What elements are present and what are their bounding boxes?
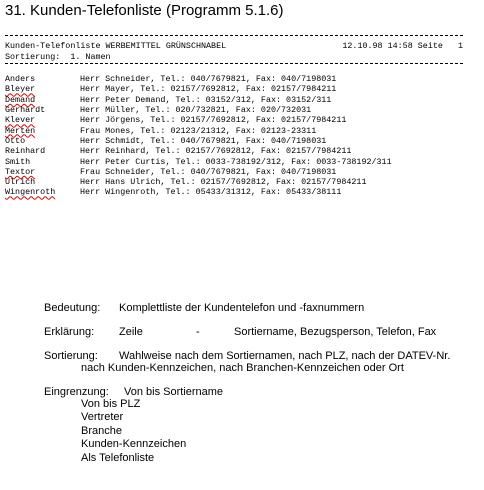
row-name: Merten [5, 125, 36, 136]
row-name: Demand [5, 94, 36, 105]
legend-sortierung [44, 350, 474, 362]
row-name: Wingenroth [5, 187, 56, 198]
row-name: Klever [5, 115, 36, 126]
table-row [5, 157, 463, 167]
table-row [5, 105, 463, 115]
sortierung-text-2: nach Kunden-Kennzeichen, nach Branchen-Kennzeichen oder Ort [81, 362, 404, 374]
row-name: Otto [5, 135, 26, 146]
erklaerung-text: Sortiername, Bezugsperson, Telefon, Fax [234, 326, 437, 338]
table-row [5, 146, 463, 156]
list-item: Branche [81, 424, 122, 437]
row-info: Herr Schneider, Tel.: 040/7679821, Fax: 040/7198031 [80, 74, 337, 85]
legend-section [44, 302, 474, 465]
row-info: Herr Jörgens, Tel.: 02157/7692812, Fax: 02157/7984211 [80, 115, 347, 126]
table-row [5, 136, 463, 146]
page-title: 31. Kunden-Telefonliste (Programm 5.1.6) [5, 2, 284, 19]
table-row [5, 74, 463, 84]
sortierung-label: Sortierung: [44, 350, 98, 362]
row-info: Herr Wingenroth, Tel.: 05433/31312, Fax: 05433/38111 [80, 187, 342, 198]
table-row [5, 126, 463, 136]
row-info: Herr Müller, Tel.: 020/732821, Fax: 020/732031 [80, 105, 312, 116]
row-info: Herr Hans Ulrich, Tel.: 02157/7692812, Fax: 02157/7984211 [80, 177, 367, 188]
row-info: Herr Peter Demand, Tel.: 03152/312, Fax: 03152/311 [80, 94, 332, 105]
row-name: Smith [5, 156, 31, 167]
row-name: Anders [5, 74, 36, 85]
table-row [5, 95, 463, 105]
list-item: Kunden-Kennzeichen [81, 438, 187, 451]
list-item: Vertreter [81, 411, 124, 424]
row-name: Textor [5, 166, 36, 177]
report-sort-line: Sortierung: 1. Namen [5, 51, 111, 62]
row-info: Herr Schmidt, Tel.: 040/7679821, Fax: 040/7198031 [80, 135, 327, 146]
row-info: Herr Peter Curtis, Tel.: 0033-738192/312, Fax: 0033-738192/311 [80, 156, 392, 167]
legend-bedeutung [44, 302, 474, 314]
list-item: Als Telefonliste [81, 451, 155, 464]
report-printout [5, 35, 463, 198]
erklaerung-label: Erklärung: [44, 326, 95, 338]
row-name: Gerhardt [5, 105, 46, 116]
report-header-date-page: 12.10.98 14:58 Seite 1 [342, 41, 463, 51]
eingrenzung-label: Eingrenzung: [44, 386, 109, 398]
sortierung-text-1: Wahlweise nach dem Sortiernamen, nach PLZ, nach der DATEV-Nr. [119, 350, 451, 362]
eingrenzung-list [44, 398, 474, 465]
report-header-title: Kunden-Telefonliste WERBEMITTEL GRÜNSCHNABEL [5, 41, 227, 51]
report-header [5, 41, 463, 52]
erklaerung-field: Zeile [119, 326, 143, 338]
report-rule-header [5, 63, 463, 64]
row-info: Frau Mones, Tel.: 02123/21312, Fax: 02123-23311 [80, 125, 317, 136]
legend-eingrenzung [44, 386, 474, 398]
row-info: Frau Schneider, Tel.: 040/7679821, Fax: 040/7198031 [80, 166, 337, 177]
table-row [5, 187, 463, 197]
report-rule-top [5, 35, 463, 36]
eingrenzung-first: Von bis Sortiername [124, 386, 224, 398]
table-row [5, 177, 463, 187]
bedeutung-text: Komplettliste der Kundentelefon und -faxnummern [119, 302, 365, 314]
table-row [5, 84, 463, 94]
row-info: Herr Reinhard, Tel.: 02157/7692812, Fax: 02157/7984211 [80, 146, 352, 157]
row-info: Herr Mayer, Tel.: 02157/7692812, Fax: 02157/7984211 [80, 84, 337, 95]
list-item: Von bis PLZ [81, 398, 141, 410]
bedeutung-label: Bedeutung: [44, 302, 101, 314]
table-row [5, 115, 463, 125]
row-name: Bleyer [5, 84, 36, 95]
erklaerung-dash: - [196, 326, 200, 338]
table-row [5, 167, 463, 177]
row-name: Ulrich [5, 177, 36, 188]
row-name: Reinhard [5, 146, 46, 157]
legend-erklaerung [44, 326, 474, 338]
